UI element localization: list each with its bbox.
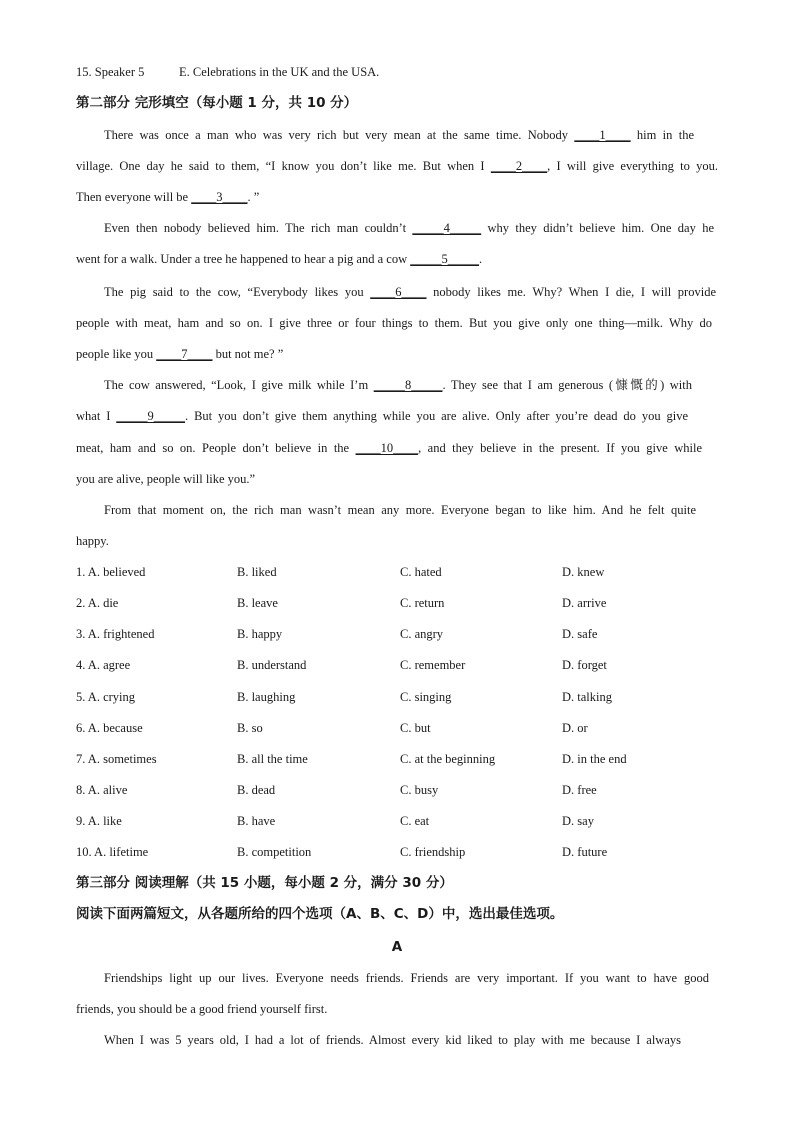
reading-a-line3: When I was 5 years old, I had a lot of friends. Almost every kid liked to play with me because I always	[104, 1033, 681, 1047]
option-c: C. but	[400, 721, 431, 735]
text: There was once a man who was very rich but very mean at the same time. Nobody	[104, 128, 575, 142]
option-b: B. laughing	[237, 690, 296, 704]
text: Then everyone will be	[76, 190, 192, 204]
text: . They see that I am generous (慷慨的) with	[442, 378, 692, 392]
blank-1: ____1____	[574, 128, 631, 142]
passage-p2-line1	[104, 220, 714, 236]
speaker-option: E. Celebrations in the UK and the USA.	[179, 65, 380, 79]
option-b: B. competition	[237, 845, 312, 859]
option-b: B. leave	[237, 596, 278, 610]
option-row	[0, 564, 794, 580]
option-b: B. liked	[237, 565, 277, 579]
text: went for a walk. Under a tree he happened to hear a pig and a cow	[76, 252, 411, 266]
option-d: D. in the end	[562, 752, 627, 766]
option-d: D. or	[562, 721, 588, 735]
reading-a-line2: friends, you should be a good friend yourself first.	[76, 1002, 328, 1016]
option-c: C. return	[400, 596, 445, 610]
option-row	[0, 689, 794, 705]
passage-p3-line3	[76, 346, 718, 362]
text: what I	[76, 409, 117, 423]
option-d: D. future	[562, 845, 608, 859]
option-c: C. busy	[400, 783, 439, 797]
option-row	[0, 782, 794, 798]
option-row	[0, 626, 794, 642]
option-row	[0, 813, 794, 829]
text: why they didn’t believe him. One day he	[481, 221, 715, 235]
section-a-title: A	[391, 939, 403, 955]
text: . But you don’t give them anything while you are alive. Only after you’re dead do you give	[185, 409, 689, 423]
part3-heading: 第三部分 阅读理解（共 15 小题，每小题 2 分，满分 30 分）	[76, 875, 453, 891]
option-a: 1. A. believed	[76, 565, 146, 579]
part3-instruction: 阅读下面两篇短文，从各题所给的四个选项（A、B、C、D）中，选出最佳选项。	[76, 906, 564, 922]
option-a: 2. A. die	[76, 596, 119, 610]
option-row	[0, 720, 794, 736]
option-d: D. safe	[562, 627, 598, 641]
option-b: B. have	[237, 814, 276, 828]
passage-p4-line3	[76, 440, 702, 456]
passage-p1-line3	[76, 189, 718, 205]
option-a: 5. A. crying	[76, 690, 136, 704]
text: The cow answered, “Look, I give milk while I’m	[104, 378, 374, 392]
passage-p1-line1	[104, 127, 694, 143]
passage-p2-line2	[76, 251, 718, 267]
blank-5: _____5_____	[410, 252, 479, 266]
text: village. One day he said to them, “I know you don’t like me. But when I	[76, 159, 491, 173]
text: nobody likes me. Why? When I die, I will provide	[426, 285, 716, 299]
text: The pig said to the cow, “Everybody likes you	[104, 285, 371, 299]
option-a: 10. A. lifetime	[76, 845, 149, 859]
blank-10: ____10____	[355, 441, 419, 455]
passage-p3-line2: people with meat, ham and so on. I give three or four things to them. But you give only one thing—milk. Why do	[76, 316, 712, 330]
option-d: D. knew	[562, 565, 605, 579]
option-d: D. talking	[562, 690, 612, 704]
text: . ”	[247, 190, 260, 204]
blank-6: ____6____	[370, 285, 427, 299]
option-row	[0, 844, 794, 860]
passage-p1-line2	[76, 158, 718, 174]
passage-p3-line1	[104, 284, 716, 300]
reading-a-line1: Friendships light up our lives. Everyone needs friends. Friends are very important. If you want to have good	[104, 971, 709, 985]
option-a: 8. A. alive	[76, 783, 128, 797]
option-d: D. say	[562, 814, 594, 828]
option-c: C. eat	[400, 814, 430, 828]
option-a: 6. A. because	[76, 721, 143, 735]
part2-heading: 第二部分 完形填空（每小题 1 分，共 10 分）	[76, 95, 358, 111]
passage-p4-line2	[76, 408, 688, 424]
option-row	[0, 595, 794, 611]
option-b: B. so	[237, 721, 263, 735]
option-c: C. friendship	[400, 845, 466, 859]
blank-8: _____8_____	[373, 378, 443, 392]
option-b: B. all the time	[237, 752, 308, 766]
option-row	[0, 657, 794, 673]
passage-p5-line2: happy.	[76, 534, 109, 548]
text: Even then nobody believed him. The rich man couldn’t	[104, 221, 413, 235]
blank-7: ____7____	[156, 347, 213, 361]
text: him in the	[630, 128, 694, 142]
text: meat, ham and so on. People don’t believe in the	[76, 441, 356, 455]
option-c: C. angry	[400, 627, 444, 641]
option-b: B. happy	[237, 627, 283, 641]
option-c: C. hated	[400, 565, 442, 579]
option-c: C. singing	[400, 690, 452, 704]
text: , I will give everything to you.	[547, 159, 719, 173]
text: but not me? ”	[212, 347, 284, 361]
passage-p4-line1	[104, 377, 692, 393]
speaker-number: 15. Speaker 5	[76, 65, 145, 79]
option-a: 7. A. sometimes	[76, 752, 157, 766]
passage-p4-line4: you are alive, people will like you.”	[76, 472, 256, 486]
option-c: C. at the beginning	[400, 752, 496, 766]
blank-4: _____4_____	[412, 221, 482, 235]
option-d: D. free	[562, 783, 597, 797]
option-a: 9. A. like	[76, 814, 122, 828]
passage-p5-line1: From that moment on, the rich man wasn’t mean any more. Everyone began to like him. And he felt quite	[104, 503, 696, 517]
option-d: D. forget	[562, 658, 607, 672]
option-b: B. dead	[237, 783, 276, 797]
blank-3: ____3____	[191, 190, 248, 204]
text: people like you	[76, 347, 157, 361]
speaker-15-line	[76, 64, 718, 80]
option-b: B. understand	[237, 658, 307, 672]
text: .	[478, 252, 483, 266]
option-a: 4. A. agree	[76, 658, 131, 672]
text: , and they believe in the present. If you give while	[418, 441, 702, 455]
blank-9: _____9_____	[116, 409, 186, 423]
option-row	[0, 751, 794, 767]
option-c: C. remember	[400, 658, 466, 672]
blank-2: ____2____	[490, 159, 548, 173]
option-a: 3. A. frightened	[76, 627, 155, 641]
option-d: D. arrive	[562, 596, 607, 610]
